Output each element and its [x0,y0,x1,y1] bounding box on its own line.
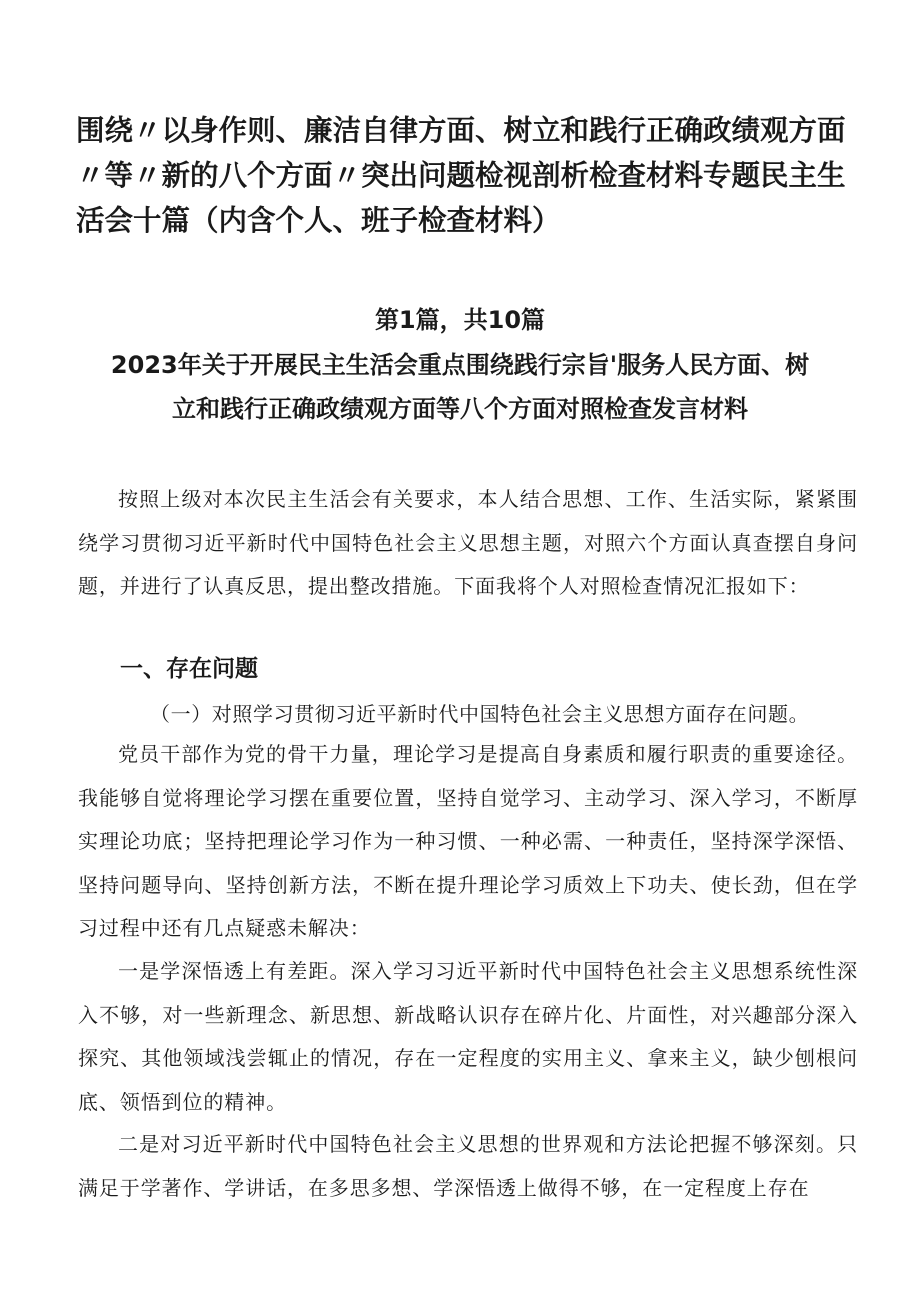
body-paragraph: 一是学深悟透上有差距。深入学习习近平新时代中国特色社会主义思想系统性深入不够，对一些新理念、新思想、新战略认识存在碎片化、片面性，对兴趣部分深入探究、其他领域浅尝辄止的情况，存在一定程度的实用主义、拿来主义，缺少刨根问底、领悟到位的精神。 [78,959,858,1114]
body-paragraph: 党员干部作为党的骨干力量，理论学习是提高自身素质和履行职责的重要途径。我能够自觉将理论学习摆在重要位置，坚持自觉学习、主动学习、深入学习，不断厚实理论功底；坚持把理论学习作为一种习惯、一种必需、一种责任，坚持深学深悟、坚持问题导向、坚持创新方法，不断在提升理论学习质效上下功夫、使长劲，但在学习过程中还有几点疑惑未解决： [78,742,858,940]
article-title: 2023年关于开展民主生活会重点围绕践行宗旨'服务人民方面、树立和践行正确政绩观方面等八个方面对照检查发言材料 [110,351,810,423]
body-paragraph: 二是对习近平新时代中国特色社会主义思想的世界观和方法论把握不够深刻。只满足于学著作、学讲话，在多思多想、学深悟透上做得不够，在一定程度上存在 [78,1132,858,1200]
subsection-heading: （一）对照学习贯彻习近平新时代中国特色社会主义思想方面存在问题。 [150,702,810,726]
article-number: 第1篇，共10篇 [374,306,546,334]
section-heading: 一、存在问题 [120,656,258,682]
intro-paragraph: 按照上级对本次民主生活会有关要求，本人结合思想、工作、生活实际，紧紧围绕学习贯彻习近平新时代中国特色社会主义思想主题，对照六个方面认真查摆自身问题，并进行了认真反思，提出整改措施。下面我将个人对照检查情况汇报如下： [78,487,858,598]
document-main-title: 围绕〃以身作则、廉洁自律方面、树立和践行正确政绩观方面〃等〃新的八个方面〃突出问题检视剖析检查材料专题民主生活会十篇（内含个人、班子检查材料） [76,114,846,237]
